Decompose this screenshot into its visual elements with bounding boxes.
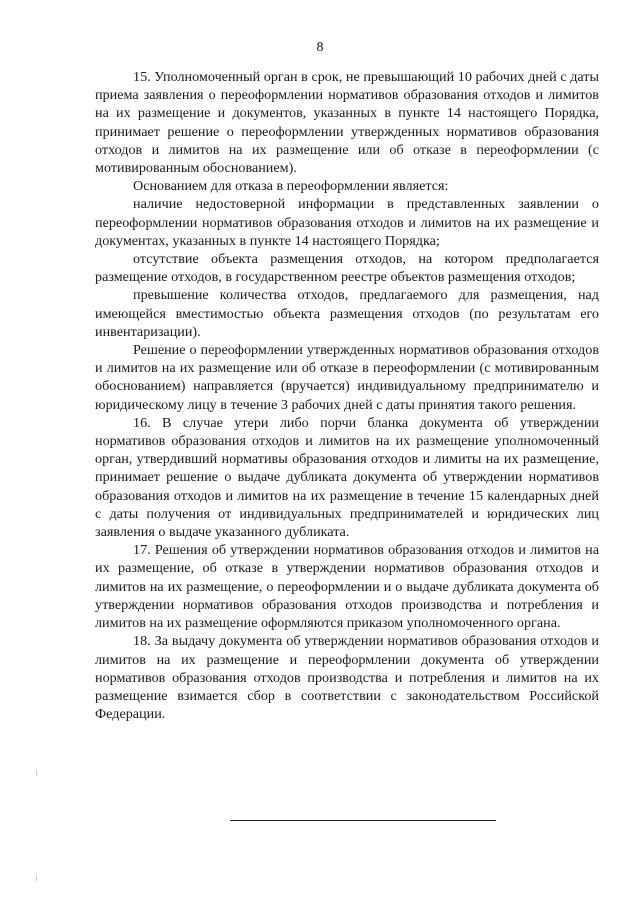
- page-number: 8: [316, 40, 324, 55]
- paragraph-16: 16. В случае утери либо порчи бланка документа об утверждении нормативов образования отходов и лимитов на их размещение уполномоченный орган, утвердивший нормативы образования отходов и лимиты на их размещение, принимает решение о выдаче дубликата документа об утверждении нормативов образования отходов и лимитов на их размещение в течение 15 календарных дней с даты получения от индивидуальных предпринимателей и юридических лиц заявления о выдаче указанного дубликата.: [95, 414, 599, 541]
- paragraph-17: 17. Решения об утверждении нормативов образования отходов и лимитов на их размещение, об отказе в утверждении нормативов образования отходов и лимитов на их размещение, о переоформлении и о выдаче дубликата документа об утверждении нормативов образования отходов производства и потребления и лимитов на их размещение оформляются приказом уполномоченного органа.: [95, 542, 599, 632]
- scan-mark: [36, 770, 37, 776]
- paragraph-refusal-grounds: Основанием для отказа в переоформлении является:: [133, 178, 449, 195]
- paragraph-18: 18. За выдачу документа об утверждении нормативов образования отходов и лимитов на их размещение и переоформлении документа об утверждении нормативов образования отходов производства и потребления и лимитов на их размещение взимается сбор в соответствии с законодательством Российской Федерации.: [95, 633, 599, 723]
- document-body: [95, 68, 599, 723]
- paragraph-ground-false-info: наличие недостоверной информации в представленных заявлении о переоформлении нормативов образования отходов и лимитов на их размещение и документах, указанных в пункте 14 настоящего Порядка;: [95, 196, 599, 249]
- paragraph-ground-capacity: превышение количества отходов, предлагаемого для размещения, над имеющейся вместимостью объекта размещения отходов (по результатам его инвентаризации).: [95, 287, 599, 340]
- paragraph-ground-no-registry: отсутствие объекта размещения отходов, на котором предполагается размещение отходов, в государственном реестре объектов размещения отходов;: [95, 251, 599, 286]
- paragraph-15: 15. Уполномоченный орган в срок, не превышающий 10 рабочих дней с даты приема заявления о переоформлении нормативов образования отходов и лимитов на их размещение и документов, указанных в пункте 14 настоящего Порядка, принимает решение о переоформлении утвержденных нормативов образования отходов и лимитов на их размещение или об отказе в переоформлении (с мотивированным обоснованием).: [95, 69, 599, 177]
- scan-mark: [36, 875, 37, 881]
- end-rule: [230, 820, 496, 821]
- paragraph-decision-delivery: Решение о переоформлении утвержденных нормативов образования отходов и лимитов на их размещение или об отказе в переоформлении (с мотивированным обоснованием) направляется (вручается) индивидуальному предпринимателю и юридическому лицу в течение 3 рабочих дней с даты принятия такого решения.: [95, 342, 599, 413]
